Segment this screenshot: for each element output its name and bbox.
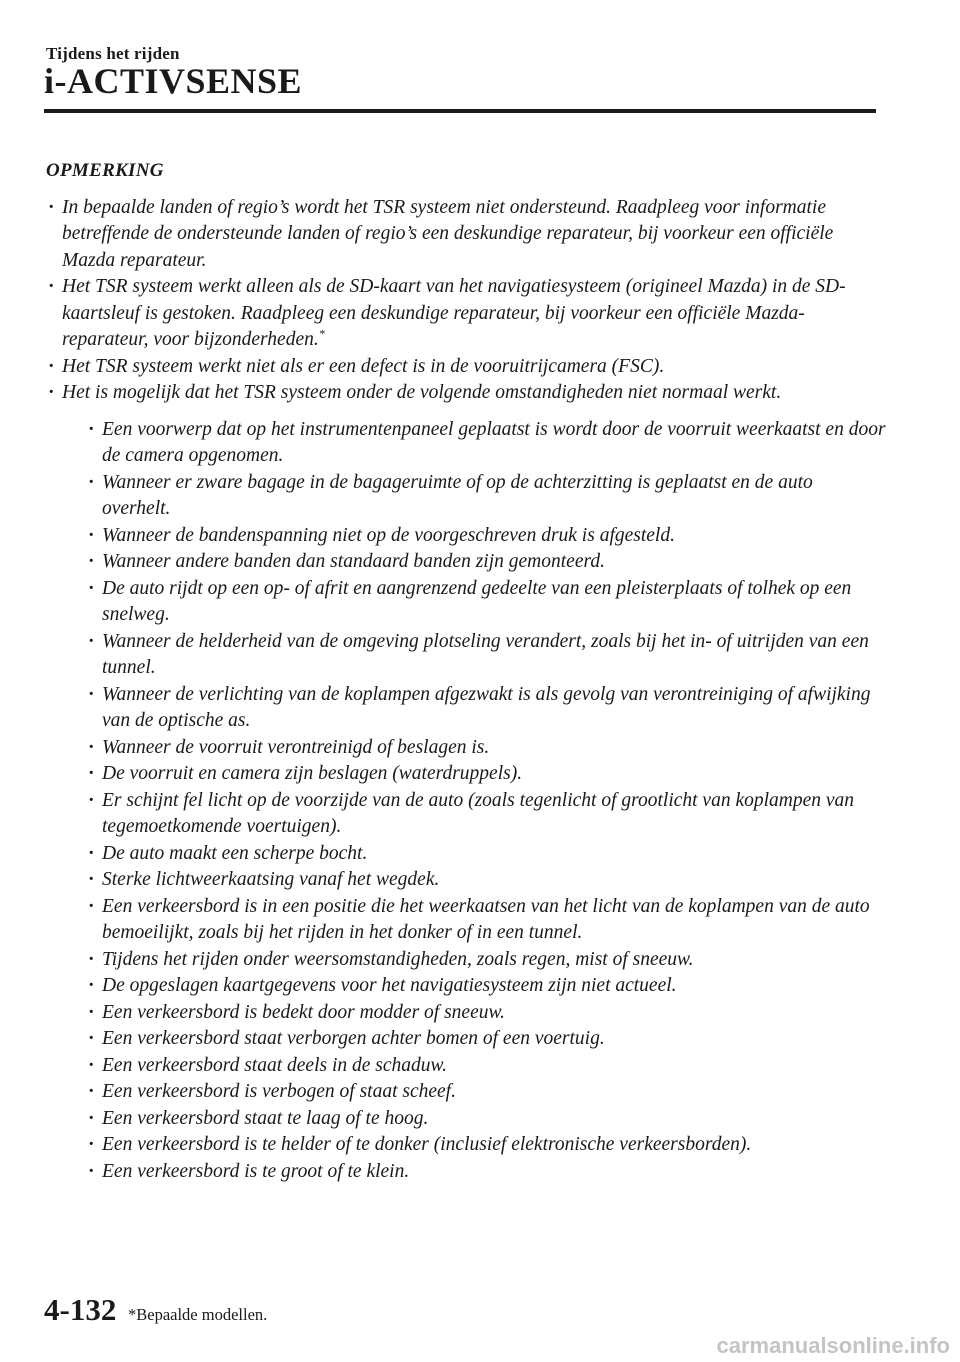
note-item [46,380,886,1185]
note-item-text: Het TSR systeem werkt niet als er een defect is in de vooruitrijcamera (FSC). [62,355,665,377]
condition-item: · Wanneer de bandenspanning niet op de voorgeschreven druk is afgesteld. [62,523,886,550]
footnote-marker: * [318,326,325,341]
condition-item: · Een verkeersbord staat te laag of te hoog. [62,1106,886,1133]
note-item-text: Het is mogelijk dat het TSR systeem onder de volgende omstandigheden niet normaal werkt. [62,382,782,403]
note-item-text: Het TSR systeem werkt alleen als de SD-kaart van het navigatiesysteem (origineel Mazda) in de SD-kaartsleuf is gestoken. Raadpleeg een deskundige reparateur, bij voorkeur een officiële Mazda-reparateur, voor bijzonderheden. [62,276,846,350]
condition-item: · De auto rijdt op een op- of afrit en aangrenzend gedeelte van een pleisterplaats of tolhek op een snelweg. [62,576,886,629]
note-heading: OPMERKING [46,160,164,181]
note-item [46,354,886,381]
condition-item: · Wanneer er zware bagage in de bagageruimte of op de achterzitting is geplaatst en de auto overhelt. [62,470,886,523]
note-item [46,274,886,354]
condition-item: · Een verkeersbord staat deels in de schaduw. [62,1053,886,1080]
note-list [46,195,886,1186]
condition-item: · De auto maakt een scherpe bocht. [62,841,886,868]
note-item-text: In bepaalde landen of regio’s wordt het TSR systeem niet ondersteund. Raadpleeg voor informatie betreffende de ondersteunde landen of regio’s een deskundige reparateur, bij voorkeur een officiële Mazda reparateur. [62,196,834,271]
condition-item: · De voorruit en camera zijn beslagen (waterdruppels). [62,761,886,788]
page-number: 4-132 [44,1292,117,1327]
condition-item: · Wanneer de verlichting van de koplampen afgezwakt is als gevolg van verontreiniging of afwijking van de optische as. [62,682,886,735]
section-label: Tijdens het rijden [46,44,180,63]
note-block [46,158,886,1185]
condition-item: · Wanneer de helderheid van de omgeving plotseling verandert, zoals bij het in- of uitrijden van een tunnel. [62,629,886,682]
condition-item: · Een verkeersbord is verbogen of staat scheef. [62,1079,886,1106]
watermark: carmanualsonline.info [716,1333,950,1358]
footnote: *Bepaalde modellen. [128,1305,268,1324]
condition-item: · Een verkeersbord staat verborgen achter bomen of een voertuig. [62,1026,886,1053]
chapter-title: i-ACTIVSENSE [44,61,303,101]
condition-list [62,417,886,1186]
condition-item: · Een verkeersbord is bedekt door modder of sneeuw. [62,1000,886,1027]
condition-item: · Tijdens het rijden onder weersomstandigheden, zoals regen, mist of sneeuw. [62,947,886,974]
note-item [46,195,886,275]
condition-item: · Sterke lichtweerkaatsing vanaf het wegdek. [62,867,886,894]
condition-item: · Een verkeersbord is in een positie die het weerkaatsen van het licht van de koplampen van de auto bemoeilijkt, zoals bij het rijden in het donker of in een tunnel. [62,894,886,947]
condition-item: · Wanneer de voorruit verontreinigd of beslagen is. [62,735,886,762]
header-rule [44,109,876,113]
condition-item: · Een voorwerp dat op het instrumentenpaneel geplaatst is wordt door de voorruit weerkaatst en door de camera opgenomen. [62,417,886,470]
condition-item: · De opgeslagen kaartgegevens voor het navigatiesysteem zijn niet actueel. [62,973,886,1000]
condition-item: · Wanneer andere banden dan standaard banden zijn gemonteerd. [62,549,886,576]
condition-item: · Een verkeersbord is te groot of te klein. [62,1159,886,1186]
condition-item: · Een verkeersbord is te helder of te donker (inclusief elektronische verkeersborden). [62,1132,886,1159]
condition-item: · Er schijnt fel licht op de voorzijde van de auto (zoals tegenlicht of grootlicht van koplampen van tegemoetkomende voertuigen). [62,788,886,841]
